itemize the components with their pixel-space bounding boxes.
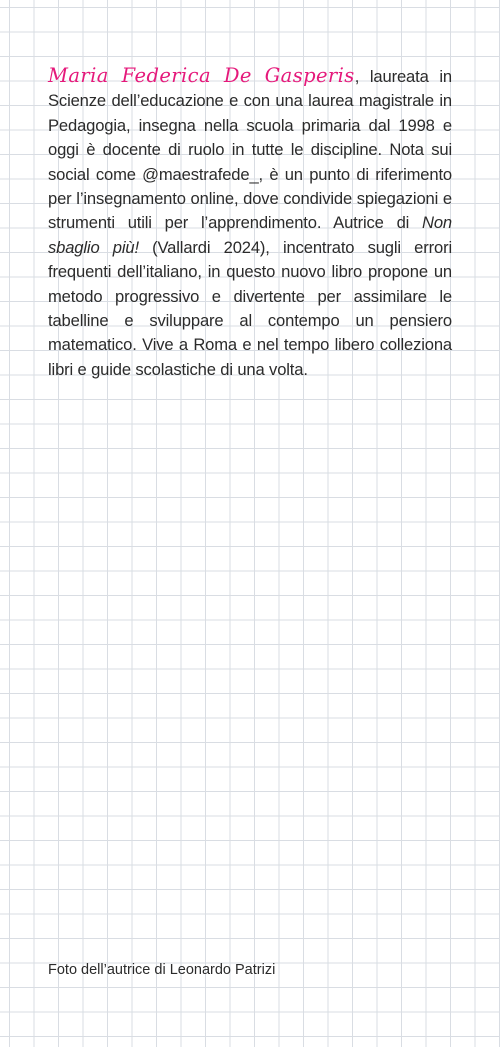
author-name: Maria Federica De Gasperis (48, 64, 355, 87)
book-title: Non sbaglio più! (48, 213, 452, 257)
bio-text-part1: , laureata in Scienze dell’educazione e con una laurea magistrale in Pedagogia, insegna nella scuola primaria dal 1998 e oggi è docente di ruolo in tutte le discipline. Nota sui social come @maestrafede_, è un punto di riferimento per l’insegnamento online, dove condivide spiegazioni e strumenti utili per l’apprendimento. Autrice di (48, 67, 453, 233)
author-bio (48, 64, 452, 382)
bio-text-part2: (Vallardi 2024), incentrato sugli errori frequenti dell’italiano, in questo nuovo libro propone un metodo progressivo e divertente per assimilare le tabelline e sviluppare al contempo un pensiero matematico. Vive a Roma e nel tempo libero colleziona libri e guide scolastiche di una volta. (48, 237, 452, 379)
photo-credit: Foto dell’autrice di Leonardo Patrizi (48, 962, 276, 978)
